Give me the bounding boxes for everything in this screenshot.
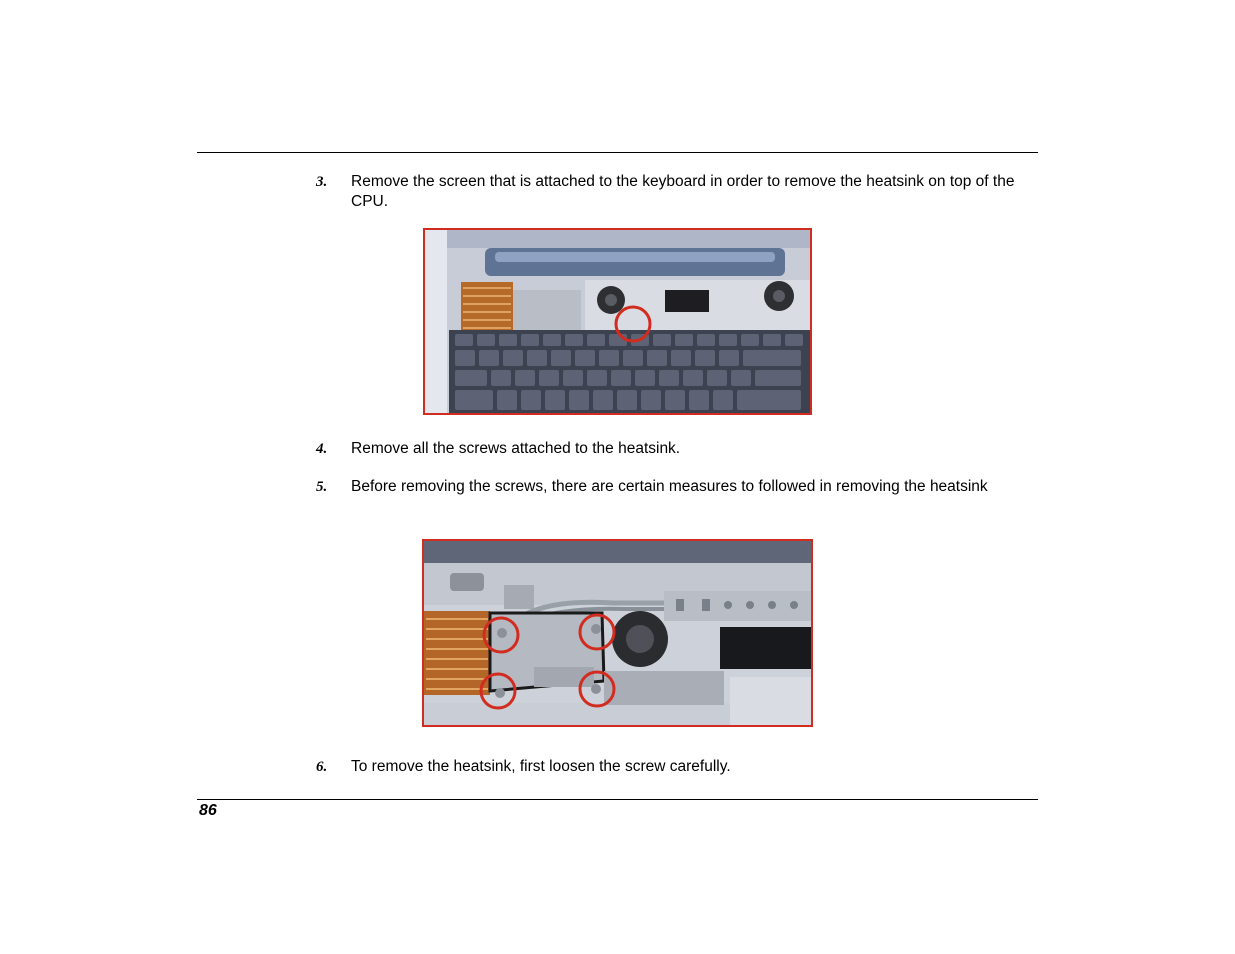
step-3-number: 3. bbox=[316, 174, 328, 190]
header-rule bbox=[197, 152, 1038, 153]
step-4-number: 4. bbox=[316, 441, 328, 457]
step-3-text: Remove the screen that is attached to the keyboard in order to remove the heatsink on top of the CPU. bbox=[351, 173, 1015, 210]
photo-keyboard-screen-removed bbox=[423, 228, 812, 415]
keyboard-photo-illustration bbox=[425, 230, 810, 413]
photo-heatsink-screws bbox=[422, 539, 813, 727]
step-5-text: Before removing the screws, there are certain measures to followed in removing the heatsink bbox=[351, 478, 988, 495]
step-6-text: To remove the heatsink, first loosen the screw carefully. bbox=[351, 758, 731, 775]
step-4-text: Remove all the screws attached to the heatsink. bbox=[351, 440, 681, 457]
heatsink-photo-illustration bbox=[424, 541, 811, 725]
step-6-number: 6. bbox=[316, 759, 328, 775]
page-number: 86 bbox=[199, 802, 217, 819]
footer-rule bbox=[197, 799, 1038, 800]
step-5-number: 5. bbox=[316, 479, 328, 495]
